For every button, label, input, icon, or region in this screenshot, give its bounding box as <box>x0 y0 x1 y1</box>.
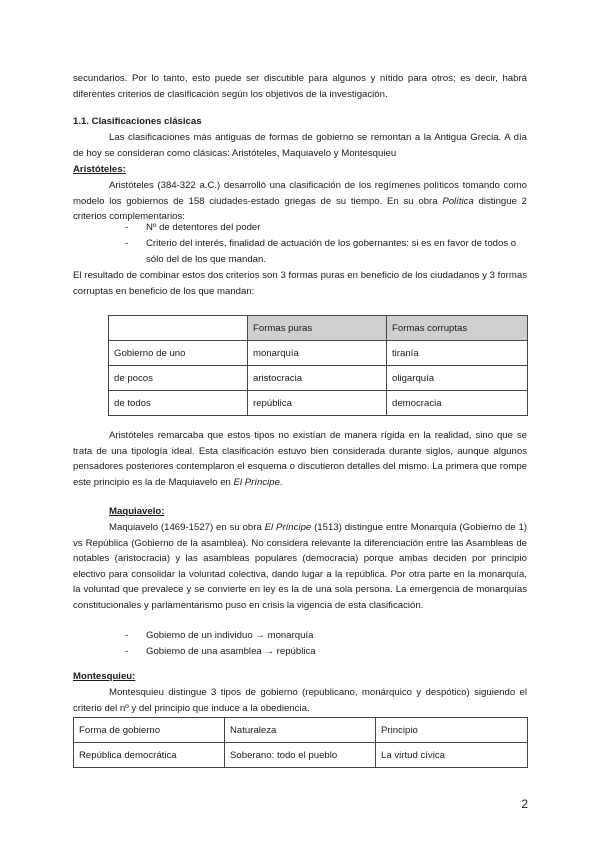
table-cell: La virtud cívica <box>376 743 528 768</box>
montesquieu-heading: Montesquieu: <box>73 671 136 682</box>
aristoteles-paragraph-2: El resultado de combinar estos dos criterios son 3 formas puras en beneficio de los ciudadanos y 3 formas corruptas en beneficio de los que mandan: <box>73 270 527 297</box>
work-title-politica: Política <box>442 195 474 207</box>
aristoteles-heading: Aristóteles: <box>73 164 126 175</box>
table-cell: monarquía <box>248 341 387 366</box>
table-row <box>109 341 528 366</box>
bullet-dash: - <box>125 630 129 641</box>
aristoteles-bullet-2: - Criterio del interés, finalidad de actuación de los gobernantes: si es en favor de todos o sólo del de los que mandan. <box>125 238 517 265</box>
maquiavelo-bullet-2: - Gobierno de una asamblea → república <box>125 644 527 660</box>
bullet-dash: - <box>125 238 129 249</box>
table-header-cell: Formas puras <box>248 316 387 341</box>
table-header-row <box>74 718 528 743</box>
table-cell: Gobierno de uno <box>109 341 248 366</box>
table-header-cell: Formas corruptas <box>387 316 528 341</box>
page-number: 2 <box>521 797 528 811</box>
table-cell: de todos <box>109 391 248 416</box>
table-header-cell: Naturaleza <box>225 718 376 743</box>
montesquieu-paragraph: Montesquieu distingue 3 tipos de gobierno (republicano, monárquico y despótico) siguiendo el criterio del nº y del principio que induce a la obediencia. <box>73 687 527 714</box>
table-cell: tiranía <box>387 341 528 366</box>
table-cell: Soberano: todo el pueblo <box>225 743 376 768</box>
table-cell: república <box>248 391 387 416</box>
table-row <box>109 366 528 391</box>
table-header-row <box>109 316 528 341</box>
intro-paragraph: secundarios. Por lo tanto, esto puede ser discutible para algunos y nítido para otros; es decir, habrá diferentes criterios de clasificación según los objetivos de la investigación. <box>73 73 527 100</box>
table-header-cell: Forma de gobierno <box>74 718 225 743</box>
table-cell: aristocracia <box>248 366 387 391</box>
section-title: 1.1. Clasificaciones clásicas <box>73 116 202 127</box>
bullet-dash: - <box>125 222 129 233</box>
maquiavelo-heading: Maquiavelo: <box>109 506 165 517</box>
aristoteles-paragraph-3: Aristóteles remarcaba que estos tipos no existían de manera rígida en la realidad, sino que se trata de una tipología ideal. Esta clasificación estuvo bien considerada durante siglos, aunque algunos pensadores posteriores contemplaron el esquema o discutieron detalles del mismo. La primera que rompe este principio es la de Maquiavelo en El Príncipe. <box>73 430 527 488</box>
section-paragraph: Las clasificaciones más antiguas de formas de gobierno se remontan a la Antigua Grecia. A día de hoy se consideran como clásicas: Aristóteles, Maquiavelo y Montesquieu <box>73 132 527 159</box>
aristoteles-paragraph-1: Aristóteles (384-322 a.C.) desarrolló una clasificación de los regímenes políticos tomando como modelo los gobiernos de 158 ciudades-estado griegas de su tiempo. En su obra Política distingue 2 criterios complementarios: <box>73 180 527 223</box>
table-header-cell <box>109 316 248 341</box>
table-header-cell: Principio <box>376 718 528 743</box>
maquiavelo-paragraph: Maquiavelo (1469-1527) en su obra El Príncipe (1513) distingue entre Monarquía (Gobierno de 1) vs República (Gobierno de la asamblea). No considera relevante la diferenciación entre las Asambleas de notables (aristocracia) y las asambleas populares (democracia) porque ambas deciden por principio electivo para consolidar la voluntad colectiva, dando lugar a la república. Por otra parte en la monarquía, la voluntad que prevalece y se convierte en ley es la de una sola persona. La emergencia de monarquías constitucionales y parlamentarismo puso en crisis la vigencia de esta clasificación. <box>73 522 528 611</box>
table-row <box>109 391 528 416</box>
table-cell: de pocos <box>109 366 248 391</box>
work-title-el-principe: El Príncipe <box>264 522 312 533</box>
table-cell: democracia <box>387 391 528 416</box>
table-row <box>74 743 528 768</box>
maquiavelo-bullet-1: - Gobierno de un individuo → monarquía <box>125 628 527 644</box>
table-cell: República democrática <box>74 743 225 768</box>
aristoteles-table <box>108 315 528 416</box>
table-cell: oligarquía <box>387 366 528 391</box>
aristoteles-bullet-1: - Nº de detentores del poder <box>125 220 527 236</box>
montesquieu-table <box>73 717 528 768</box>
bullet-dash: - <box>125 646 129 657</box>
work-title-el-principe: El Príncipe <box>233 476 280 488</box>
